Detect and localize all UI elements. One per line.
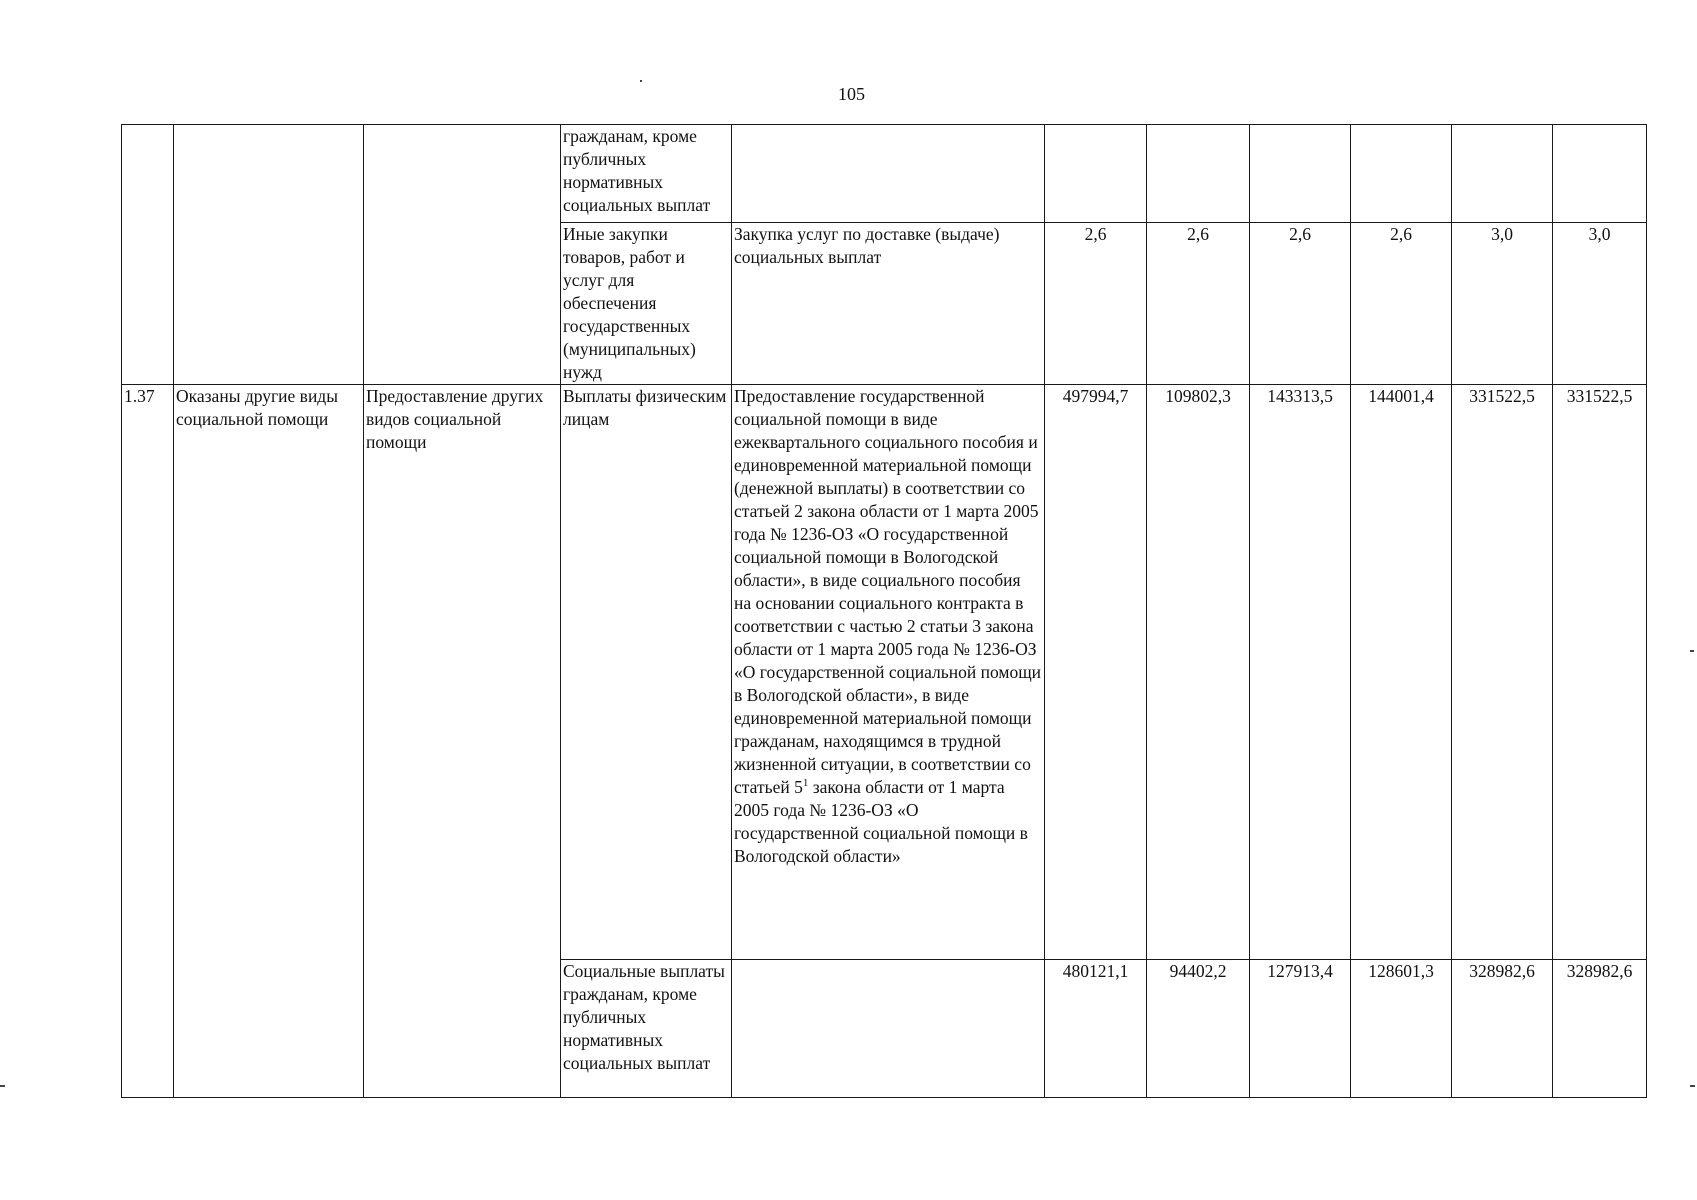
description-cell (732, 385, 1045, 960)
value-cell: 328982,6 (1452, 960, 1553, 1098)
table-row (122, 385, 1647, 960)
value-cell: 2,6 (1250, 223, 1351, 385)
value-cell: 2,6 (1045, 223, 1147, 385)
description-cell: Закупка услуг по доставке (выдаче) социальных выплат (732, 223, 1045, 385)
description-text: Предоставление государственной социальной помощи в виде ежеквартального социального пособия и единовременной материальной помощи (денежной выплаты) в соответствии со статьей 2 закона области от 1 марта 2005 года № 1236-ОЗ «О государственной социальной помощи в Вологодской области», в виде социального пособия на основании социального контракта в соответствии с частью 2 статьи 3 закона области от 1 марта 2005 года № 1236-ОЗ «О государственной социальной помощи в Вологодской области», в виде единовременной материальной помощи гражданам, находящимся в трудной жизненной ситуации, в соответствии со статьей 5 (734, 386, 1042, 797)
value-cell (1250, 125, 1351, 223)
measure-cell: Предоставление других видов социальной помощи (364, 385, 561, 1098)
value-cell: 331522,5 (1452, 385, 1553, 960)
value-cell: 127913,4 (1250, 960, 1351, 1098)
expense-type-cell: Выплаты физическим лицам (561, 385, 732, 960)
value-cell: 3,0 (1553, 223, 1647, 385)
value-cell: 109802,3 (1147, 385, 1250, 960)
value-cell: 144001,4 (1351, 385, 1452, 960)
expense-type-cell: Иные закупки товаров, работ и услуг для обеспечения государственных (муниципальных) нужд (561, 223, 732, 385)
scan-speck (640, 80, 642, 82)
table-row (122, 125, 1647, 223)
value-cell (1351, 125, 1452, 223)
page-number: 105 (838, 84, 865, 104)
expense-type-cell: Социальные выплаты гражданам, кроме публичных нормативных социальных выплат (561, 960, 732, 1098)
description-text: закона области от 1 марта 2005 года № 1236-ОЗ «О государственной социальной помощи в Вологодской области» (734, 777, 1028, 866)
value-cell: 2,6 (1147, 223, 1250, 385)
description-superscript: 1 (802, 777, 809, 790)
scan-speck (1690, 650, 1694, 652)
value-cell: 328982,6 (1553, 960, 1647, 1098)
description-cell (732, 125, 1045, 223)
value-cell (1147, 125, 1250, 223)
measure-cell-empty (364, 125, 561, 385)
code-cell-empty (122, 125, 174, 385)
value-cell (1452, 125, 1553, 223)
description-cell (732, 960, 1045, 1098)
result-cell: Оказаны другие виды социальной помощи (174, 385, 364, 1098)
scan-speck (0, 1085, 5, 1087)
value-cell: 94402,2 (1147, 960, 1250, 1098)
result-cell-empty (174, 125, 364, 385)
budget-table (121, 124, 1647, 1098)
value-cell (1553, 125, 1647, 223)
value-cell: 331522,5 (1553, 385, 1647, 960)
value-cell: 2,6 (1351, 223, 1452, 385)
value-cell: 3,0 (1452, 223, 1553, 385)
value-cell: 497994,7 (1045, 385, 1147, 960)
value-cell: 480121,1 (1045, 960, 1147, 1098)
scan-speck (1690, 1085, 1695, 1087)
value-cell: 143313,5 (1250, 385, 1351, 960)
value-cell: 128601,3 (1351, 960, 1452, 1098)
expense-type-cell: гражданам, кроме публичных нормативных социальных выплат (561, 125, 732, 223)
value-cell (1045, 125, 1147, 223)
code-cell: 1.37 (122, 385, 174, 1098)
